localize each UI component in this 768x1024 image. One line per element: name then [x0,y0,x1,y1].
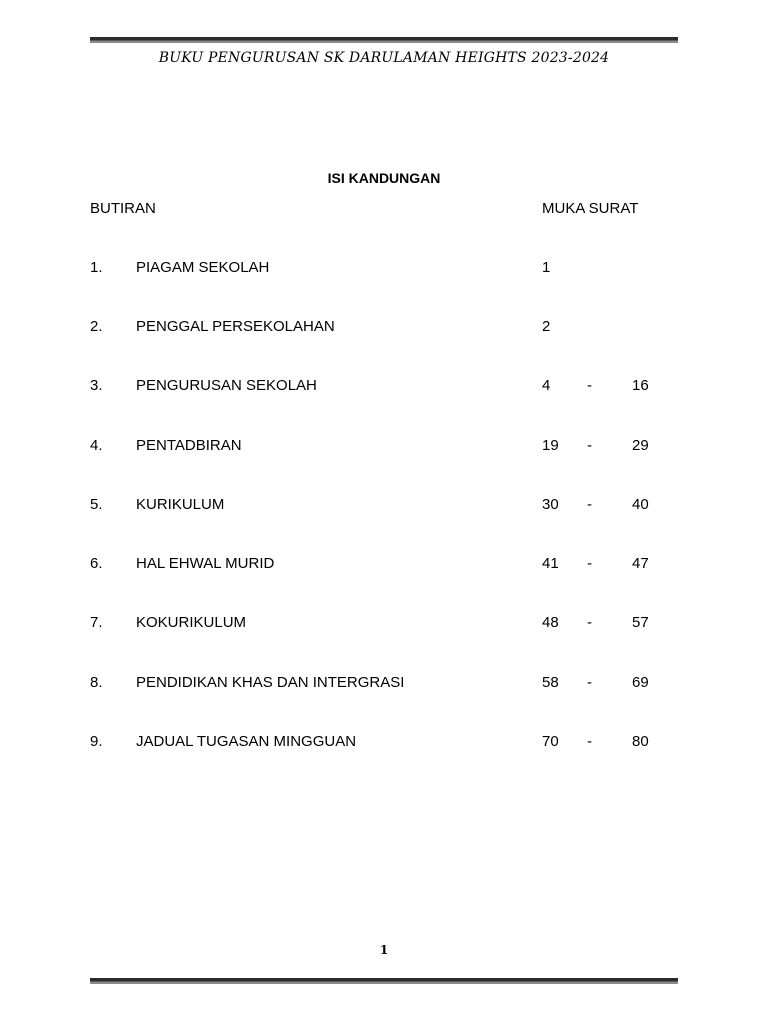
toc-row [0,733,768,753]
toc-row-number: 3. [90,377,103,394]
toc-row-page-start: 48 [542,614,559,631]
toc-row-label: KOKURIKULUM [136,614,247,631]
toc-row-label: PENGURUSAN SEKOLAH [136,377,317,394]
toc-row [0,674,768,694]
toc-row-label: PENGGAL PERSEKOLAHAN [136,318,335,335]
toc-row-dash: - [587,614,592,631]
toc-row-dash: - [587,555,592,572]
toc-title: ISI KANDUNGAN [327,170,441,186]
toc-row-page-end: 47 [632,555,649,572]
toc-row [0,555,768,575]
header-rule [90,37,678,43]
toc-row-page-end: 80 [632,733,649,750]
toc-row-number: 9. [90,733,103,750]
toc-row-page-start: 70 [542,733,559,750]
toc-row-number: 2. [90,318,103,335]
toc-row-page-start: 41 [542,555,559,572]
page-number: 1 [379,943,389,957]
toc-row [0,318,768,338]
toc-row-number: 1. [90,259,103,276]
document-header-title: BUKU PENGURUSAN SK DARULAMAN HEIGHTS 2023-2024 [158,50,610,66]
toc-row-label: KURIKULUM [136,496,225,513]
toc-row-page-end: 40 [632,496,649,513]
toc-row [0,259,768,279]
toc-row-dash: - [587,377,592,394]
toc-row-label: HAL EHWAL MURID [136,555,275,572]
toc-row-page-end: 57 [632,614,649,631]
toc-row-page-end: 16 [632,377,649,394]
toc-row-page-start: 1 [542,259,551,276]
toc-row-label: PENDIDIKAN KHAS DAN INTERGRASI [136,674,405,691]
toc-row-number: 6. [90,555,103,572]
toc-row [0,614,768,634]
toc-row-page-start: 30 [542,496,559,513]
butiran-column-header: BUTIRAN [90,200,156,217]
toc-row-label: PIAGAM SEKOLAH [136,259,270,276]
toc-row-dash: - [587,437,592,454]
toc-row-label: JADUAL TUGASAN MINGGUAN [136,733,357,750]
toc-row-number: 4. [90,437,103,454]
toc-row-page-start: 2 [542,318,551,335]
toc-row-dash: - [587,733,592,750]
toc-row-page-end: 69 [632,674,649,691]
toc-row-number: 5. [90,496,103,513]
toc-row-dash: - [587,674,592,691]
toc-row-number: 8. [90,674,103,691]
toc-row-page-end: 29 [632,437,649,454]
toc-row [0,496,768,516]
toc-row-label: PENTADBIRAN [136,437,242,454]
muka-surat-column-header: MUKA SURAT [542,200,639,217]
footer-rule [90,978,678,984]
toc-row-page-start: 58 [542,674,559,691]
toc-row [0,377,768,397]
toc-row-number: 7. [90,614,103,631]
toc-row-dash: - [587,496,592,513]
toc-row [0,437,768,457]
toc-row-page-start: 4 [542,377,551,394]
toc-row-page-start: 19 [542,437,559,454]
